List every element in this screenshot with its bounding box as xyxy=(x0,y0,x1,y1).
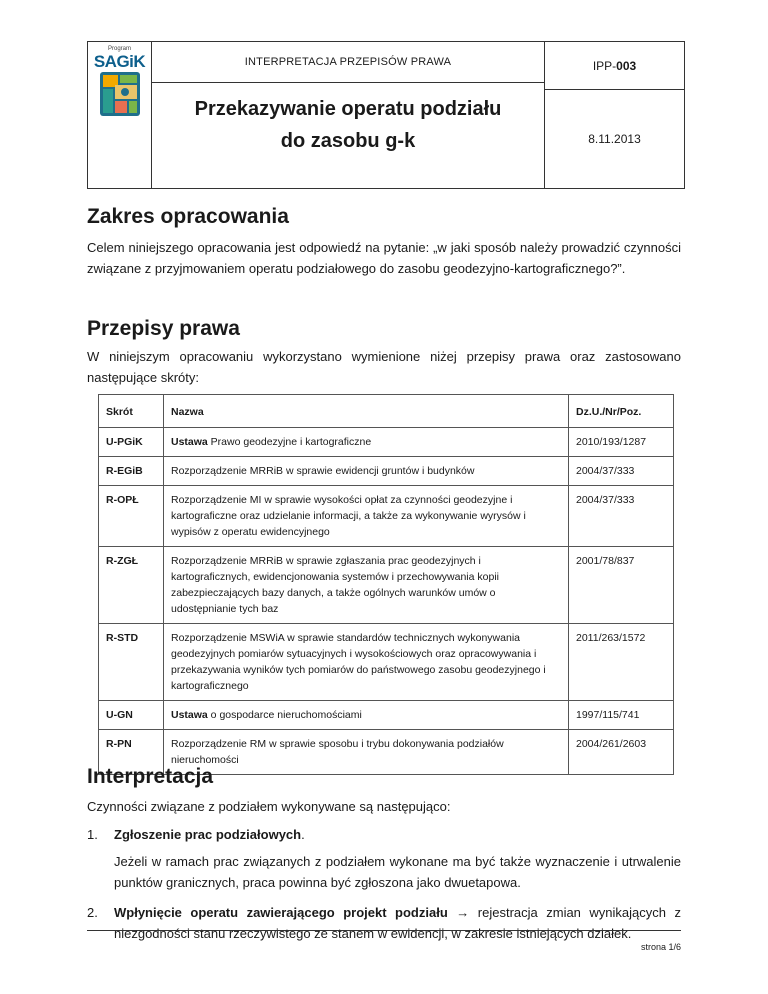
cell-abbr: R-EGiB xyxy=(99,457,164,486)
list-item xyxy=(87,824,681,893)
cell-ref: 1997/115/741 xyxy=(569,701,674,730)
cell-abbr: U-PGiK xyxy=(99,428,164,457)
col-header-name: Nazwa xyxy=(164,395,569,428)
table-header-row xyxy=(99,395,674,428)
footer-divider xyxy=(87,930,681,931)
step-title: Wpłynięcie operatu zawierającego projekt podziału → rejestracja zmian wynikających z niezgodności stanu rzeczywistego ze stanem w ewidencji, w zakresie istniejących działek. xyxy=(114,905,681,941)
step-description: Jeżeli w ramach prac związanych z podziałem wykonane ma być także wyznaczenie i utrwalenie punktów granicznych, praca powinna być zgłoszona jako dwuetapowa. xyxy=(114,854,681,890)
cell-name: Rozporządzenie MI w sprawie wysokości opłat za czynności geodezyjne i kartograficzne oraz udzielanie informacji, a także za wykonywanie wyrysów i wypisów z operatu ewidencyjnego xyxy=(164,486,569,547)
interpretation-intro: Czynności związane z podziałem wykonywane są następująco: xyxy=(87,799,451,814)
cell-ref: 2004/37/333 xyxy=(569,457,674,486)
cell-abbr: R-ZGŁ xyxy=(99,547,164,624)
heading-law: Przepisy prawa xyxy=(87,317,240,340)
cell-name: Ustawa o gospodarce nieruchomościami xyxy=(164,701,569,730)
document-header xyxy=(87,41,685,189)
cell-ref: 2001/78/837 xyxy=(569,547,674,624)
table-row xyxy=(99,486,674,547)
cell-ref: 2010/193/1287 xyxy=(569,428,674,457)
table-row xyxy=(99,624,674,701)
heading-scope: Zakres opracowania xyxy=(87,205,289,228)
list-item xyxy=(87,902,681,944)
cell-name: Rozporządzenie MRRiB w sprawie ewidencji gruntów i budynków xyxy=(164,457,569,486)
cell-ref: 2004/261/2603 xyxy=(569,730,674,775)
cell-abbr: R-PN xyxy=(99,730,164,775)
logo-cell xyxy=(88,42,152,189)
scope-text: Celem niniejszego opracowania jest odpowiedź na pytanie: „w jaki sposób należy prowadzić czynności związane z przyjmowaniem operatu podziałowego do zasobu geodezyjno-kartograficznego?”. xyxy=(87,240,681,276)
cell-name: Rozporządzenie RM w sprawie sposobu i trybu dokonywania podziałów nieruchomości xyxy=(164,730,569,775)
logo-program-text: Program xyxy=(107,46,131,52)
table-row xyxy=(99,701,674,730)
table-row xyxy=(99,457,674,486)
steps-list xyxy=(87,824,681,944)
step-title: Zgłoszenie prac podziałowych. xyxy=(114,827,305,842)
step-number: 2. xyxy=(87,905,98,920)
law-intro: W niniejszym opracowaniu wykorzystano wymienione niżej przepisy prawa oraz zastosowano następujące skróty: xyxy=(87,349,681,385)
page-number: strona 1/6 xyxy=(640,942,681,952)
code-cell xyxy=(545,42,685,90)
document-category: INTERPRETACJA PRZEPISÓW PRAWA xyxy=(152,42,544,83)
document-date: 8.11.2013 xyxy=(588,132,641,146)
cell-ref: 2004/37/333 xyxy=(569,486,674,547)
law-table xyxy=(98,394,674,775)
col-header-ref: Dz.U./Nr/Poz. xyxy=(569,395,674,428)
cell-abbr: R-STD xyxy=(99,624,164,701)
cell-ref: 2011/263/1572 xyxy=(569,624,674,701)
col-header-abbr: Skrót xyxy=(99,395,164,428)
sagik-logo xyxy=(88,42,151,121)
title-line-2: do zasobu g-k xyxy=(280,130,416,152)
table-row xyxy=(99,547,674,624)
table-row xyxy=(99,428,674,457)
title-line-1: Przekazywanie operatu podziału xyxy=(194,98,502,120)
logo-mosaic-icon xyxy=(100,72,140,116)
cell-name: Rozporządzenie MRRiB w sprawie zgłaszania prac geodezyjnych i kartograficznych, ewidencjonowania systemów i przechowywania kopii zabezpieczających bazy danych, a także ogólnych warunków umów o udostępnianie tych baz xyxy=(164,547,569,624)
arrow-icon: → xyxy=(456,905,470,920)
date-cell xyxy=(545,90,685,189)
cell-name: Ustawa Prawo geodezyjne i kartograficzne xyxy=(164,428,569,457)
cell-abbr: U-GN xyxy=(99,701,164,730)
title-cell xyxy=(152,42,545,189)
cell-name: Rozporządzenie MSWiA w sprawie standardów technicznych wykonywania geodezyjnych pomiarów sytuacyjnych i wysokościowych oraz opracowywania i przekazywania wyników tych pomiarów do państwowego zasobu geodezyjnego i kartograficznego xyxy=(164,624,569,701)
document-code: IPP-003 xyxy=(592,58,637,73)
step-number: 1. xyxy=(87,827,98,842)
cell-abbr: R-OPŁ xyxy=(99,486,164,547)
heading-interpretation: Interpretacja xyxy=(87,765,214,788)
document-title xyxy=(152,83,544,157)
logo-brand-text: SAGiK xyxy=(93,52,146,71)
